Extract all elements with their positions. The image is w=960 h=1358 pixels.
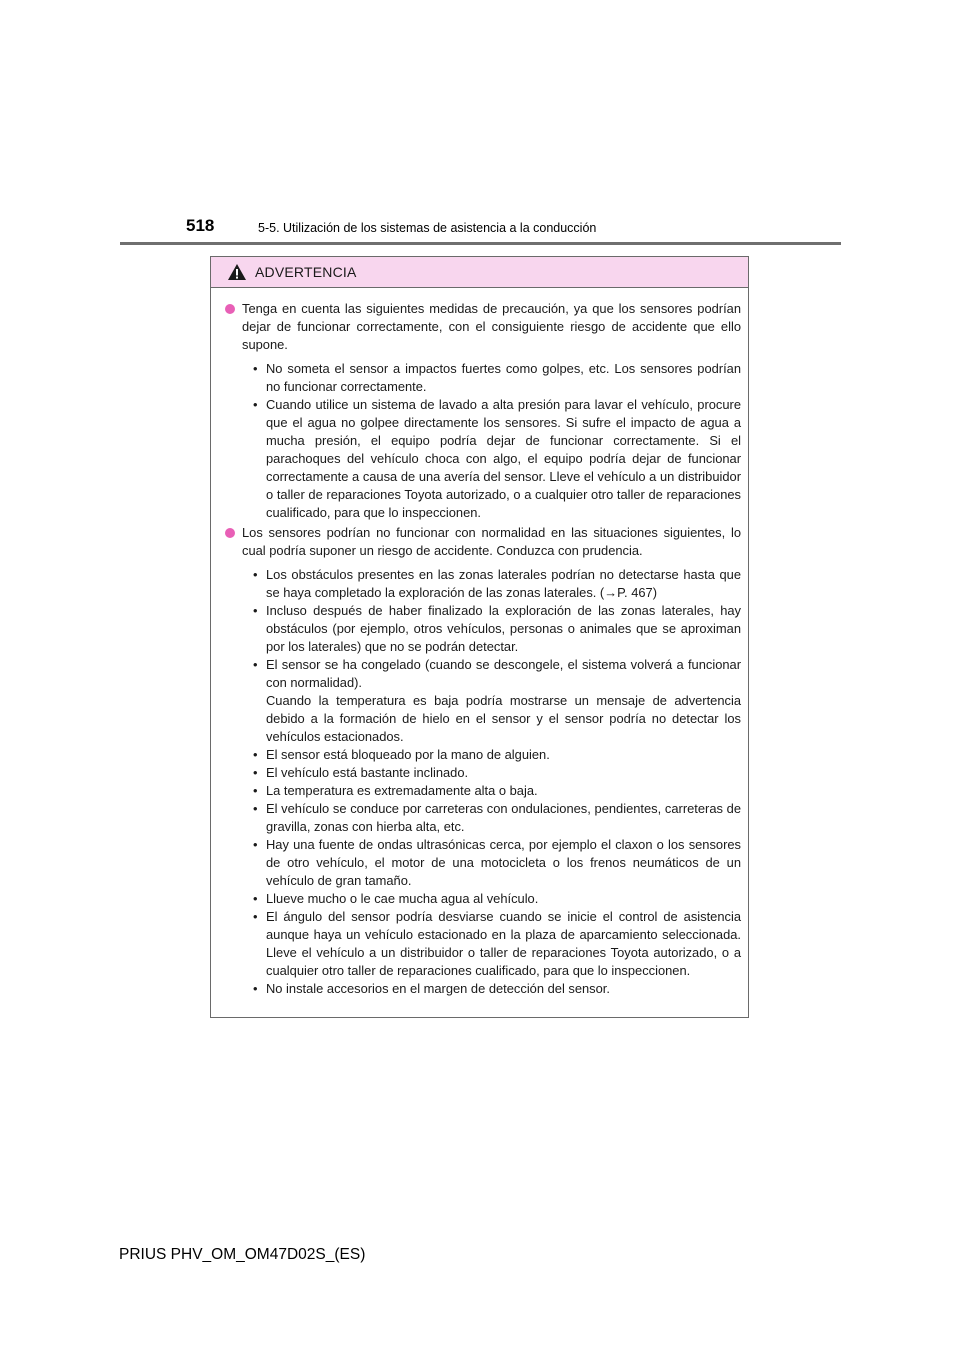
pink-bullet-icon bbox=[225, 304, 235, 314]
sub-list bbox=[242, 566, 741, 998]
bullet-dot-icon: • bbox=[253, 765, 258, 780]
list-item-text: El sensor se ha congelado (cuando se descongele, el sistema volverá a funcionar con normalidad). bbox=[266, 657, 741, 690]
list-item-text: La temperatura es extremadamente alta o baja. bbox=[266, 783, 538, 798]
list-item-text: El vehículo está bastante inclinado. bbox=[266, 765, 469, 780]
list-item-text: Hay una fuente de ondas ultrasónicas cerca, por ejemplo el claxon o los sensores de otro vehículo, el motor de una motocicleta o los frenos neumáticos de un vehículo de gran tamaño. bbox=[266, 837, 741, 888]
list-item bbox=[253, 602, 741, 656]
warning-box bbox=[210, 256, 749, 1018]
list-item-text: El ángulo del sensor podría desviarse cuando se inicie el control de asistencia aunque haya un vehículo estacionado en la plaza de aparcamiento seleccionada. Lleve el vehículo a un distribuidor o taller de reparaciones Toyota autorizado, o a cualquier otro taller de reparaciones cualificado, para que lo inspeccionen. bbox=[266, 909, 741, 978]
list-item-text: Llueve mucho o le cae mucha agua al vehículo. bbox=[266, 891, 539, 906]
warning-section bbox=[224, 524, 741, 998]
bullet-dot-icon: • bbox=[253, 567, 258, 582]
bullet-dot-icon: • bbox=[253, 747, 258, 762]
document-id-footer: PRIUS PHV_OM_OM47D02S_(ES) bbox=[119, 1246, 366, 1263]
list-item-text: El vehículo se conduce por carreteras con ondulaciones, pendientes, carreteras de gravilla, zonas con hierba alta, etc. bbox=[266, 801, 741, 834]
warning-title: ADVERTENCIA bbox=[255, 264, 357, 280]
bullet-dot-icon: • bbox=[253, 981, 258, 996]
bullet-dot-icon: • bbox=[253, 603, 258, 618]
list-item bbox=[253, 764, 741, 782]
section-lead-text: Tenga en cuenta las siguientes medidas de precaución, ya que los sensores podrían dejar de funcionar correctamente, con el consiguiente riesgo de accidente que ello supone. bbox=[242, 301, 741, 352]
list-item-text: No instale accesorios en el margen de detección del sensor. bbox=[266, 981, 610, 996]
list-item bbox=[253, 396, 741, 522]
list-item-text: El sensor está bloqueado por la mano de alguien. bbox=[266, 747, 550, 762]
bullet-dot-icon: • bbox=[253, 837, 258, 852]
pink-bullet-icon bbox=[225, 528, 235, 538]
bullet-dot-icon: • bbox=[253, 361, 258, 376]
bullet-dot-icon: • bbox=[253, 891, 258, 906]
warning-triangle-icon bbox=[227, 263, 247, 281]
list-item bbox=[253, 656, 741, 746]
list-item bbox=[253, 908, 741, 980]
warning-header bbox=[211, 257, 748, 288]
bullet-dot-icon: • bbox=[253, 657, 258, 672]
list-item bbox=[253, 746, 741, 764]
list-item-text: Incluso después de haber finalizado la exploración de las zonas laterales, hay obstáculos (por ejemplo, otros vehículos, personas o animales que se aproximan por los laterales) que no se podrán detectar. bbox=[266, 603, 741, 654]
warning-body bbox=[211, 288, 748, 998]
list-item bbox=[253, 980, 741, 998]
list-item bbox=[253, 360, 741, 396]
section-lead-text: Los sensores podrían no funcionar con normalidad en las situaciones siguientes, lo cual podría suponer un riesgo de accidente. Conduzca con prudencia. bbox=[242, 525, 741, 558]
list-item-text: Los obstáculos presentes en las zonas laterales podrían no detectarse hasta que se haya completado la exploración de las zonas laterales. (→P. 467) bbox=[266, 567, 741, 600]
page-number: 518 bbox=[186, 216, 215, 235]
list-item-text: No someta el sensor a impactos fuertes como golpes, etc. Los sensores podrían no funcionar correctamente. bbox=[266, 361, 741, 394]
list-item-text: Cuando utilice un sistema de lavado a alta presión para lavar el vehículo, procure que el agua no golpee directamente los sensores. Si sufre el impacto de agua a mucha presión, el equipo podría dejar de funcionar correctamente. Si el parachoques del vehículo choca con algo, el equipo podría dejar de funcionar correctamente a causa de una avería del sensor. Lleve el vehículo a un distribuidor o taller de reparaciones Toyota autorizado, o a cualquier otro taller de reparaciones cualificado, para que lo inspeccionen. bbox=[266, 397, 741, 520]
header-rule bbox=[120, 242, 841, 245]
bullet-dot-icon: • bbox=[253, 909, 258, 924]
bullet-dot-icon: • bbox=[253, 801, 258, 816]
list-item bbox=[253, 566, 741, 602]
sub-list bbox=[242, 360, 741, 522]
bullet-dot-icon: • bbox=[253, 397, 258, 412]
list-item bbox=[253, 800, 741, 836]
list-item bbox=[253, 890, 741, 908]
warning-section bbox=[224, 300, 741, 522]
list-item-continuation-text: Cuando la temperatura es baja podría mostrarse un mensaje de advertencia debido a la formación de hielo en el sensor y el sensor podría no detectar los vehículos estacionados. bbox=[266, 693, 741, 744]
section-title: 5-5. Utilización de los sistemas de asistencia a la conducción bbox=[258, 221, 597, 235]
bullet-dot-icon: • bbox=[253, 783, 258, 798]
list-item bbox=[253, 836, 741, 890]
list-item bbox=[253, 782, 741, 800]
